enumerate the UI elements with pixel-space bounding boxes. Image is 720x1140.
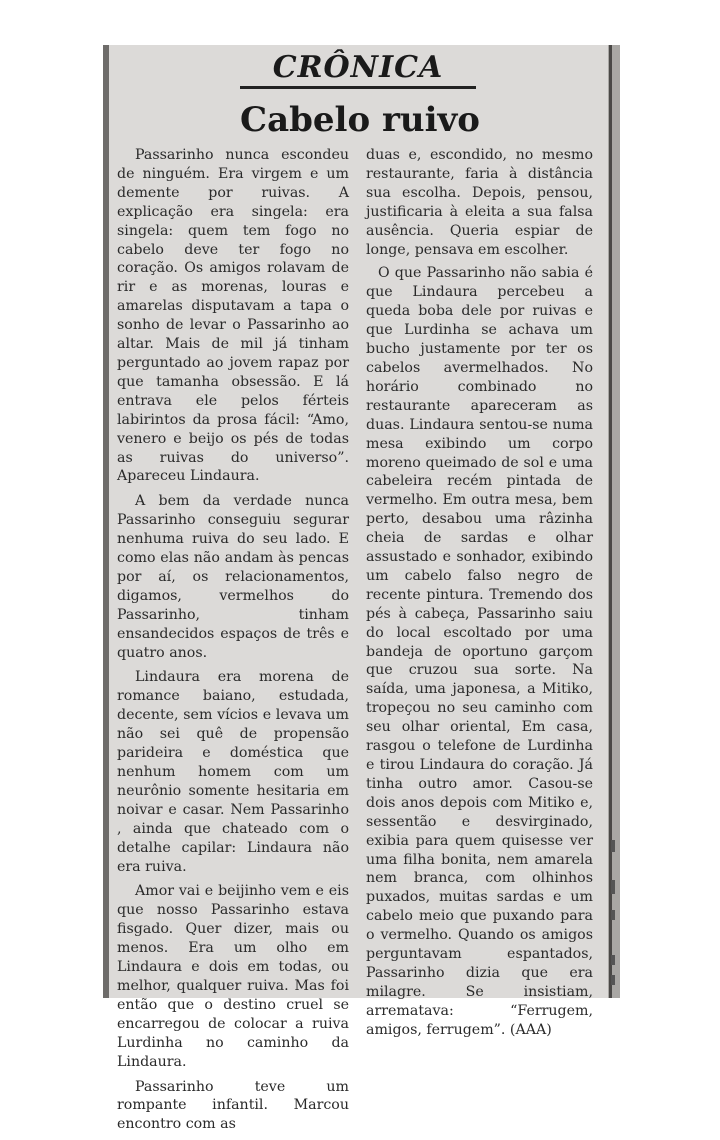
ink-mark: [611, 880, 615, 894]
paragraph: Passarinho teve um rompante infantil. Marcou encontro com as: [117, 1078, 349, 1133]
ink-mark: [611, 910, 615, 920]
adjacent-page-marks: [611, 840, 619, 990]
paragraph: duas e, escondido, no mesmo restaurante, faria à distância sua escolha. Depois, pensou, justificaria à eleita a sua falsa ausência. Queria espiar de longe, pensava em escolher.: [366, 147, 593, 258]
article-column-right: [366, 146, 593, 1045]
paragraph: Passarinho nunca escondeu de ninguém. Era virgem e um demente por ruivas. A explicação era singela: era singela: quem tem fogo no cabelo deve ter fogo no coração. Os amigos rolavam de rir e as morenas, louras e amarelas disputavam a tapa o sonho de levar o Passarinho ao altar. Mais de mil já tinham perguntado ao jovem rapaz por que tamanha obsessão. E lá entrava ele pelos férteis labirintos da prosa fácil: “Amo, venero e beijo os pés de todas as ruivas do universo”. Apareceu Lindaura.: [117, 147, 349, 485]
paragraph: Amor vai e beijinho vem e eis que nosso Passarinho estava fisgado. Quer dizer, mais ou menos. Era um olho em Lindaura e dois em todas, ou melhor, qualquer ruiva. Mas foi então que o destino cruel se encarregou de colocar a ruiva Lurdinha no caminho da Lindaura.: [117, 883, 349, 1070]
ink-mark: [611, 840, 615, 852]
article-title: Cabelo ruivo: [240, 100, 480, 140]
section-label: CRÔNICA: [272, 50, 444, 85]
ink-mark: [611, 975, 615, 985]
paragraph: Lindaura era morena de romance baiano, estudada, decente, sem vícios e levava um não sei quê de propensão parideira e doméstica que nenhum homem com um neurônio somente hesitaria em noivar e casar. Nem Passarinho , ainda que chateado com o detalhe capilar: Lindaura não era ruiva.: [117, 669, 349, 875]
ink-mark: [611, 955, 615, 965]
section-underline: [240, 86, 476, 89]
clipping-left-edge: [103, 45, 109, 998]
paragraph: O que Passarinho não sabia é que Lindaura percebeu a queda boba dele por ruivas e que Lurdinha se achava um bucho justamente por ter os cabelos avermelhados. No horário combinado no restaurante apareceram as duas. Lindaura sentou-se numa mesa exibindo um corpo moreno queimado de sol e uma cabeleira recém pintada de vermelho. Em outra mesa, bem perto, desabou uma râzinha cheia de sardas e olhar assustado e sonhador, exibindo um cabelo falso negro de recente pintura. Tremendo dos pés à cabeça, Passarinho saiu do local escoltado por uma bandeja de oportuno garçom que cruzou sua sorte. Na saída, uma japonesa, a Mitiko, tropeçou no seu caminho com seu olhar oriental, Em casa, rasgou o telefone de Lurdinha e tirou Lindaura do coração. Já tinha outro amor. Casou-se dois anos depois com Mitiko e, sessentão e desvirginado, exibia para quem quisesse ver uma filha bonita, nem amarela nem branca, com olhinhos puxados, muitas sardas e um cabelo meio que puxando para o vermelho. Quando os amigos perguntavam espantados, Passarinho dizia que era milagre. Se insistiam, arrematava: “Ferrugem, amigos, ferrugem”. (AAA): [366, 265, 593, 1038]
paragraph: A bem da verdade nunca Passarinho conseguiu segurar nenhuma ruiva do seu lado. E como elas não andam às pencas por aí, os relacionamentos, digamos, vermelhos do Passarinho, tinham ensandecidos espaços de três e quatro anos.: [117, 493, 349, 661]
article-column-left: [117, 146, 349, 1140]
